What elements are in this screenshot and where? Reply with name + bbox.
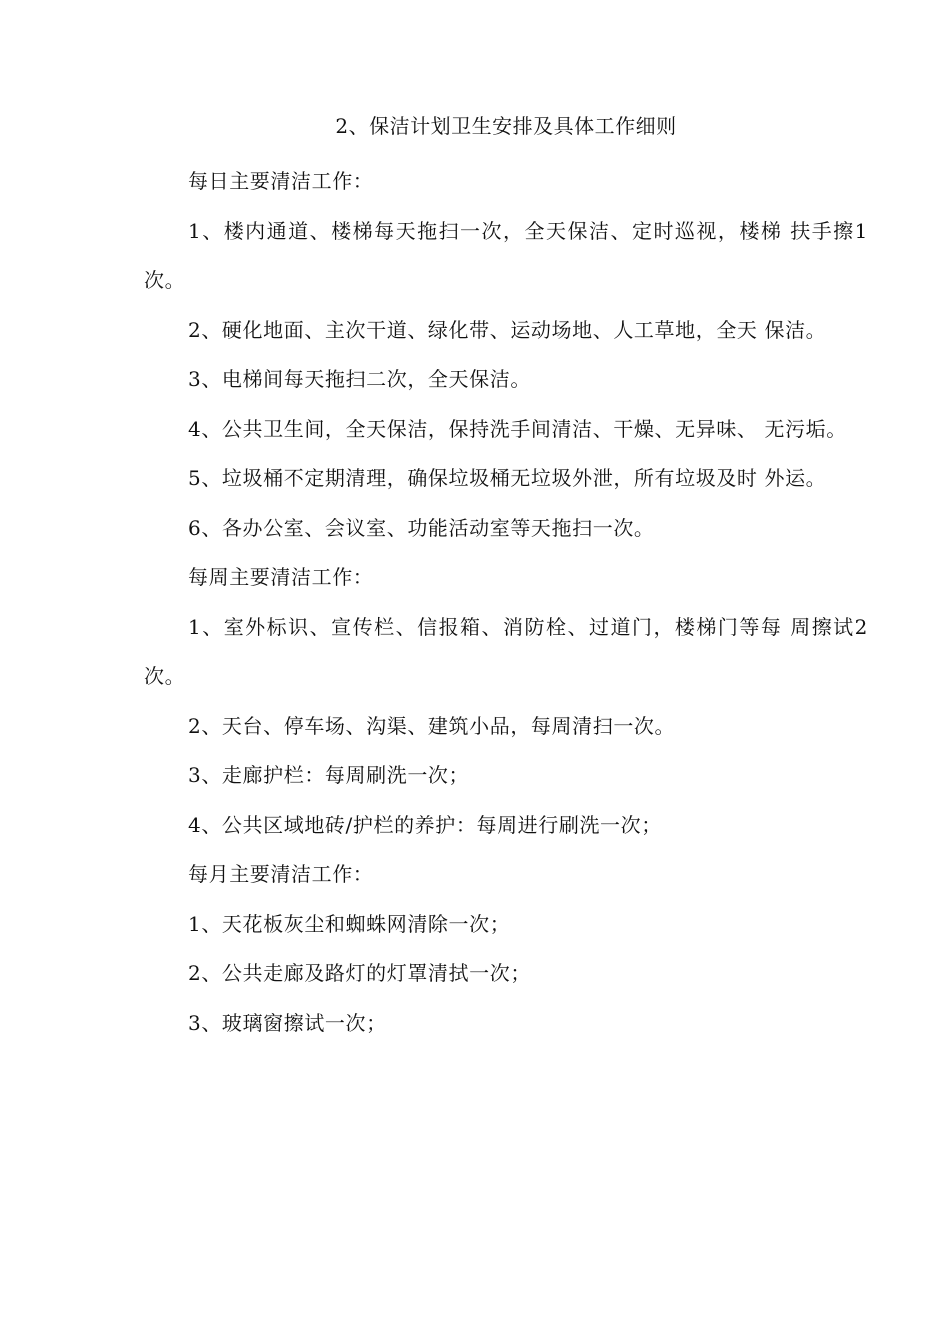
daily-item-5: 5、垃圾桶不定期清理，确保垃圾桶无垃圾外泄，所有垃圾及时 外运。 xyxy=(188,466,827,490)
daily-heading: 每日主要清洁工作： xyxy=(188,169,374,193)
daily-item-2: 2、硬化地面、主次干道、绿化带、运动场地、人工草地，全天 保洁。 xyxy=(188,317,827,342)
monthly-item-3: 3、玻璃窗擦试一次； xyxy=(188,1010,387,1035)
monthly-heading: 每月主要清洁工作： xyxy=(188,862,374,886)
monthly-item-1: 1、天花板灰尘和蜘蛛网清除一次； xyxy=(188,911,511,936)
daily-item-1: 1、楼内通道、楼梯每天拖扫一次，全天保洁、定时巡视，楼梯 扶手擦1次。 xyxy=(144,218,868,292)
document-title: 2、保洁计划卫生安排及具体工作细则 xyxy=(335,114,677,138)
daily-item-3: 3、电梯间每天拖扫二次，全天保洁。 xyxy=(188,367,531,391)
daily-item-6: 6、各办公室、会议室、功能活动室等天拖扫一次。 xyxy=(188,515,655,540)
weekly-item-2: 2、天台、停车场、沟渠、建筑小品，每周清扫一次。 xyxy=(188,713,676,738)
weekly-item-4: 4、公共区域地砖/护栏的养护：每周进行刷洗一次； xyxy=(188,812,662,837)
weekly-item-1: 1、室外标识、宣传栏、信报箱、消防栓、过道门，楼梯门等每 周擦试2次。 xyxy=(144,614,868,688)
daily-item-4: 4、公共卫生间，全天保洁，保持洗手间清洁、干燥、无异味、 无污垢。 xyxy=(188,416,847,441)
weekly-heading: 每周主要清洁工作： xyxy=(188,565,374,589)
weekly-item-3: 3、走廊护栏：每周刷洗一次； xyxy=(188,763,470,787)
document-body xyxy=(144,108,868,1048)
monthly-item-2: 2、公共走廊及路灯的灯罩清拭一次； xyxy=(188,961,531,985)
